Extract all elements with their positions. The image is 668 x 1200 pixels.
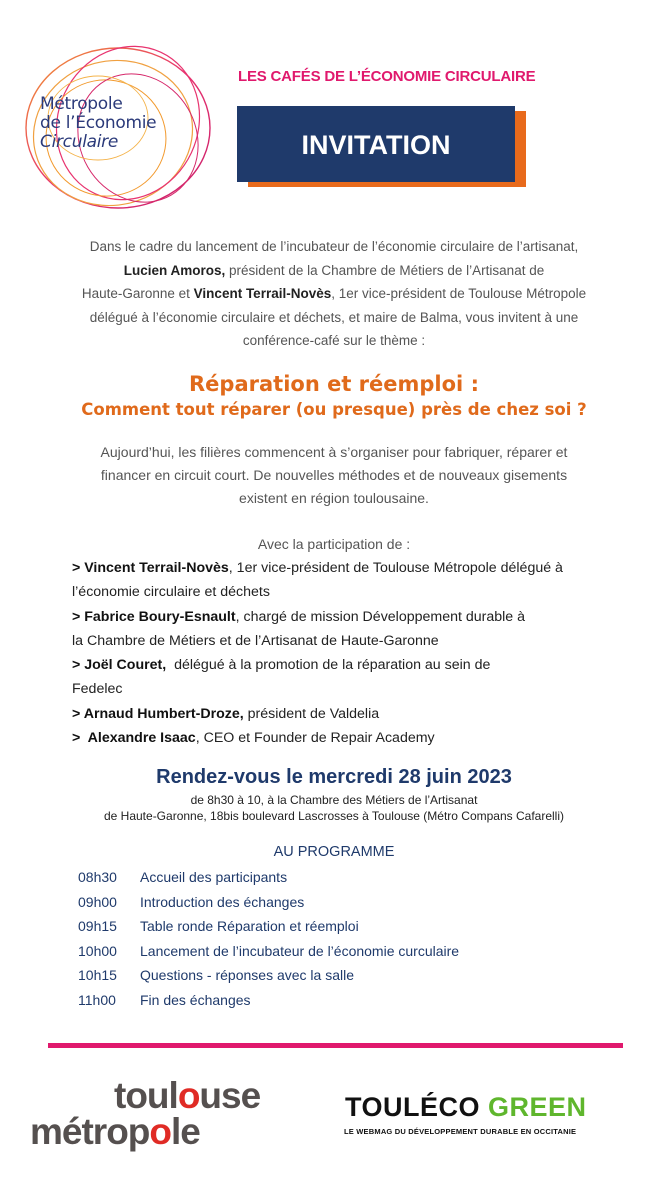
logo-text: toul [114, 1075, 178, 1116]
intro-line [30, 259, 638, 283]
participant-name: > Alexandre Isaac [72, 730, 196, 747]
programme-item [78, 914, 459, 939]
context-paragraph [30, 441, 638, 510]
logo-text: métrop [30, 1111, 150, 1152]
context-line: financer en circuit court. De nouvelles méthodes et de nouveaux gisements [100, 467, 568, 483]
participant-role: la Chambre de Métiers et de l’Artisanat de Haute-Garonne [72, 632, 439, 649]
participant-role: président de Valdelia [243, 705, 380, 722]
participant-role: délégué à la promotion de la réparation au sein de [166, 657, 491, 674]
intro-line [30, 282, 638, 306]
event-series-title: LES CAFÉS DE L’ÉCONOMIE CIRCULAIRE [238, 68, 536, 85]
logo-text-line3: Circulaire [40, 132, 119, 152]
participant-item [72, 702, 612, 726]
programme-time: 10h15 [78, 967, 117, 983]
touleco-tagline: LE WEBMAG DU DÉVELOPPEMENT DURABLE EN OCCITANIE [344, 1127, 577, 1136]
participant-item [72, 653, 612, 677]
participant-name: > Vincent Terrail-Novès [72, 560, 229, 576]
participant-role: Fedelec [72, 681, 123, 698]
logo-text: o [149, 1111, 172, 1152]
invitation-banner: INVITATION [237, 106, 515, 182]
participant-name: > Fabrice Boury-Esnault [72, 608, 236, 625]
intro-line: conférence-café sur le thème : [242, 333, 426, 348]
host-name: Lucien Amoros, [123, 262, 226, 278]
intro-text: président de la Chambre de Métiers de l’Artisanat de [225, 262, 545, 278]
intro-text: Haute-Garonne et [81, 286, 194, 301]
touleco-green-logo [345, 1092, 587, 1123]
programme-label: Table ronde Réparation et réemploi [140, 918, 359, 934]
programme-label: Lancement de l’incubateur de l’économie curculaire [140, 942, 460, 959]
logo-text: TOULÉCO [345, 1092, 489, 1122]
footer-divider [48, 1043, 623, 1048]
logo-text: le [171, 1111, 200, 1152]
programme-label: Introduction des échanges [140, 893, 305, 910]
programme-item [78, 963, 459, 988]
participant-item [72, 605, 612, 629]
programme-item [78, 988, 459, 1013]
participant-role: , 1er vice-président de Toulouse Métropole délégué à [228, 560, 563, 576]
rendezvous-details: de 8h30 à 10, à la Chambre des Métiers de l’Artisanat [190, 793, 478, 807]
programme-title: AU PROGRAMME [273, 844, 395, 860]
participant-name: > Arnaud Humbert-Droze, [72, 705, 244, 722]
participant-name: > Joël Couret, [72, 657, 167, 674]
programme-label: Questions - réponses avec la salle [140, 967, 354, 983]
logo-text: o [177, 1075, 200, 1116]
programme-item [78, 939, 459, 964]
logo-text: use [199, 1075, 261, 1116]
host-name: Vincent Terrail-Novès [193, 286, 332, 301]
context-line: Aujourd’hui, les filières commencent à s’organiser pour fabriquer, réparer et [100, 444, 568, 460]
logo-text: GREEN [488, 1092, 587, 1122]
theme-subtitle: Comment tout réparer (ou presque) près de chez soi ? [81, 400, 587, 419]
programme-label: Fin des échanges [140, 991, 251, 1008]
participant-role: , CEO et Founder de Repair Academy [195, 730, 435, 747]
participant-role: , chargé de mission Développement durable à [235, 608, 526, 625]
programme-time: 09h15 [78, 918, 117, 934]
programme-label: Accueil des participants [140, 869, 288, 885]
programme-time: 09h00 [78, 893, 117, 910]
toulouse-metropole-logo-line2 [30, 1112, 200, 1152]
theme-title: Réparation et réemploi : [189, 372, 479, 396]
intro-line: délégué à l’économie circulaire et déchets, et maire de Balma, vous invitent à une [89, 309, 579, 325]
programme-time: 11h00 [78, 991, 116, 1008]
participants-heading: Avec la participation de : [257, 536, 411, 552]
context-line: existent en région toulousaine. [239, 490, 429, 506]
logo-text-line1: Métropole [40, 94, 123, 114]
participant-role: l’économie circulaire et déchets [72, 584, 270, 601]
participant-item [72, 726, 612, 750]
rendezvous-title: Rendez-vous le mercredi 28 juin 2023 [156, 766, 512, 788]
toulouse-metropole-logo-line1 [114, 1076, 260, 1116]
participant-item [72, 556, 612, 580]
programme-list [78, 865, 459, 1012]
programme-item [78, 890, 459, 915]
rendezvous-address: de Haute-Garonne, 18bis boulevard Lascrosses à Toulouse (Métro Compans Cafarelli) [103, 809, 565, 823]
intro-text: , 1er vice-président de Toulouse Métropole [331, 286, 587, 301]
intro-line: Dans le cadre du lancement de l’incubateur de l’économie circulaire de l’artisanat, [89, 239, 579, 254]
logo-text-line2: de l’Économie [40, 113, 157, 133]
participants-list [72, 556, 612, 750]
programme-time: 08h30 [78, 869, 117, 885]
programme-item [78, 865, 459, 890]
programme-time: 10h00 [78, 942, 117, 959]
intro-paragraph [30, 235, 638, 353]
